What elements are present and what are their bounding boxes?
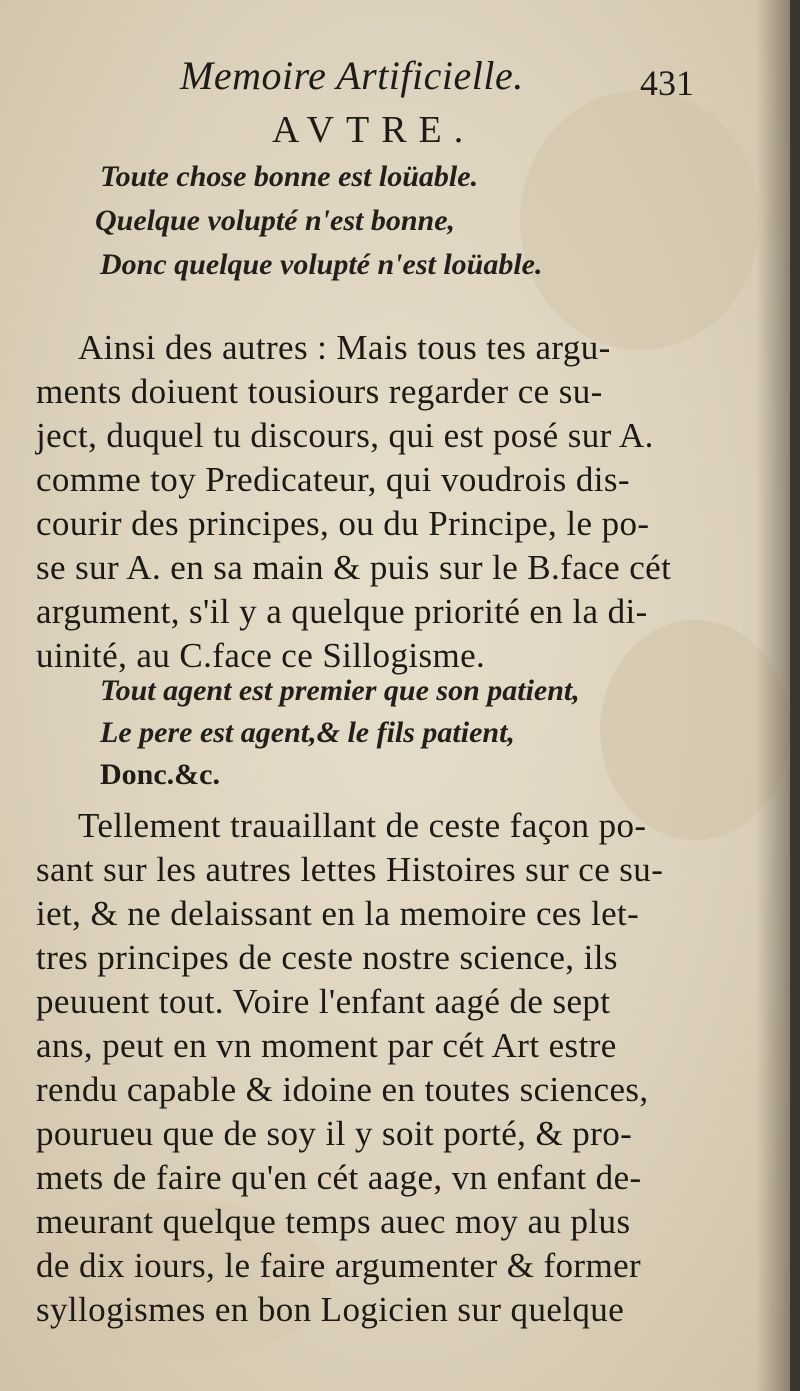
paragraph-line: ments doiuent tousiours regarder ce su- [36,372,603,411]
paragraph-line: se sur A. en sa main & puis sur le B.face cét [36,548,672,587]
running-head: Memoire Artificielle. [180,53,524,98]
paragraph-line: comme toy Predicateur, qui voudrois dis- [36,460,630,499]
page-edge-shadow [756,0,790,1391]
syllogism-line: Le pere est agent,& le fils patient, [100,716,515,749]
paragraph-line: sant sur les autres lettes Histoires sur ce su- [36,850,664,889]
syllogism-line: Toute chose bonne est loüable. [100,160,479,193]
paragraph-line: courir des principes, ou du Principe, le po- [36,504,650,543]
paragraph-line: syllogismes en bon Logicien sur quelque [36,1290,625,1329]
paragraph-line: peuuent tout. Voire l'enfant aagé de sept [36,982,611,1021]
section-title: AVTRE. [272,109,476,151]
syllogism-conclusion: Donc.&c. [100,758,220,791]
paragraph-line: meurant quelque temps auec moy au plus [36,1202,631,1241]
paper-stain [520,90,760,350]
paragraph-line: iet, & ne delaissant en la memoire ces let- [36,894,640,933]
paragraph-line: tres principes de ceste nostre science, ils [36,938,618,977]
paragraph-line: de dix iours, le faire argumenter & former [36,1246,642,1285]
paragraph-line: uinité, au C.face ce Sillogisme. [36,636,486,675]
paragraph-line: argument, s'il y a quelque priorité en la di- [36,592,648,631]
paragraph-line: rendu capable & idoine en toutes sciences, [36,1070,649,1109]
paragraph-line: Tellement trauaillant de ceste façon po- [78,806,647,845]
paragraph-line: ject, duquel tu discours, qui est posé sur A. [36,416,654,455]
syllogism-line: Tout agent est premier que son patient, [100,674,580,707]
paragraph-line: mets de faire qu'en cét aage, vn enfant de- [36,1158,642,1197]
paragraph-line: Ainsi des autres : Mais tous tes argu- [78,328,611,367]
paragraph-line: ans, peut en vn moment par cét Art estre [36,1026,617,1065]
syllogism-line: Quelque volupté n'est bonne, [95,204,456,237]
syllogism-line: Donc quelque volupté n'est loüable. [100,248,543,281]
paragraph-line: pourueu que de soy il y soit porté, & pro- [36,1114,633,1153]
page-number: 431 [640,63,694,103]
